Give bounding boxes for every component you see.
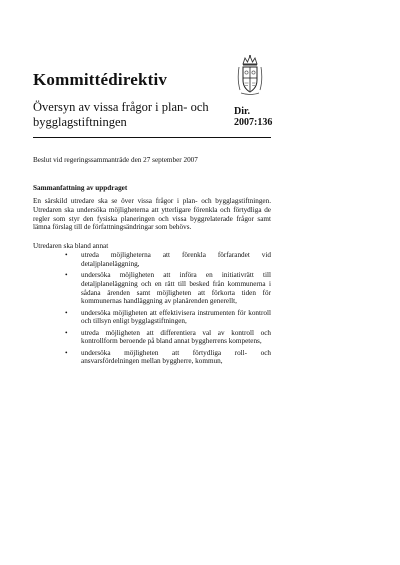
section-heading: Sammanfattning av uppdraget	[33, 184, 128, 192]
bullet-icon: •	[65, 308, 68, 317]
list-item	[33, 329, 271, 347]
decision-line: Beslut vid regeringssammanträde den 27 september 2007	[33, 156, 198, 164]
title-divider	[33, 137, 271, 138]
list-item-text: utreda möjligheterna att förenkla förfarandet vid detaljplaneläggning,	[81, 251, 271, 268]
directive-label: Dir.	[234, 106, 251, 117]
list-item	[33, 271, 271, 306]
list-item	[33, 309, 271, 327]
bullet-icon: •	[65, 251, 68, 259]
list-item	[33, 251, 271, 269]
intro-line: Utredaren ska bland annat	[33, 242, 109, 250]
coat-of-arms-icon	[234, 54, 266, 96]
list-item-text: undersöka möjligheten att effektivisera instrumenten för kontroll och tillsyn enligt bygglagstiftningen,	[81, 308, 271, 326]
document-title: Kommittédirektiv	[33, 70, 168, 89]
list-item	[33, 349, 271, 367]
task-list	[33, 251, 271, 369]
document-subtitle: Översyn av vissa frågor i plan- och bygglagstiftningen	[33, 100, 209, 129]
list-item-text: undersöka möjligheten att förtydliga roll- och ansvarsfördelningen mellan byggherre, kommun,	[81, 348, 271, 366]
list-item-text: undersöka möjligheten att införa en initiativrätt till detaljplaneläggning och en rätt till besked från kommunerna i sådana ärenden samt möjligheten att förkorta tiden för kommunernas handläggning av planärenden generellt,	[81, 270, 271, 306]
directive-number: 2007:136	[234, 117, 273, 128]
list-item-text: utreda möjligheten att differentiera val av kontroll och kontrollform beroende på bland annat byggherrens kompetens,	[81, 328, 271, 346]
bullet-icon: •	[65, 328, 68, 337]
bullet-icon: •	[65, 270, 68, 279]
summary-paragraph: En särskild utredare ska se över vissa frågor i plan- och bygglagstiftningen. Utredaren ska undersöka möjligheterna att ytterligare förenkla och förtydliga de regler som styr den fysiska planeringen och vissa byggrelaterade frågor samt lämna förslag till de författningsändringar som behövs.	[33, 197, 271, 232]
bullet-icon: •	[65, 348, 68, 357]
